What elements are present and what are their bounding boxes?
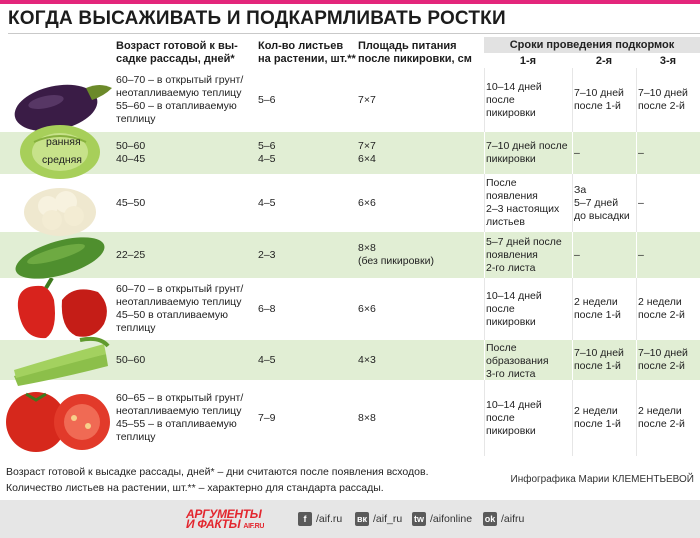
cell-line: 6×4 — [358, 153, 376, 165]
vk-icon: вк — [356, 514, 368, 524]
cell-line: 5–7 дней после — [486, 236, 562, 248]
cell-f1 — [486, 236, 562, 275]
cell-line: 2-го листа — [486, 262, 536, 274]
header-feeding: Сроки проведения подкормок — [484, 37, 700, 53]
header-feeding-1: 1-я — [519, 55, 537, 67]
social-link[interactable] — [298, 511, 342, 527]
cell-line: После — [486, 342, 517, 354]
cell-line: после — [486, 303, 515, 315]
footnote-1: Возраст готовой к высадке рассады, дней* – дни считаются после появления всходов. — [6, 466, 429, 478]
table-row — [0, 132, 700, 174]
column-separator — [572, 380, 573, 456]
cell-f2 — [574, 405, 621, 431]
cell-line: – — [574, 249, 580, 261]
cell-line: теплицу — [116, 322, 156, 334]
cell-age — [116, 354, 145, 367]
cell-line: 7×7 — [358, 94, 376, 106]
column-separator — [636, 174, 637, 232]
cell-area — [358, 242, 434, 268]
column-separator — [636, 278, 637, 340]
cell-f2 — [574, 347, 624, 373]
cell-line: 4–5 — [258, 197, 276, 209]
cell-line: 10–14 дней — [486, 290, 542, 302]
cell-line: 7–9 — [258, 412, 276, 424]
cell-leaves — [258, 197, 276, 210]
cell-line: – — [574, 147, 580, 159]
cell-line: 8×8 — [358, 242, 376, 254]
cell-leaves — [258, 303, 276, 316]
cell-line: после 1-й — [574, 309, 621, 321]
cell-line: 7–10 дней — [574, 87, 624, 99]
cell-line: пикировки — [486, 153, 536, 165]
cabbage-label-mid: средняя — [42, 154, 82, 166]
cell-line: теплицу — [116, 431, 156, 443]
cell-area — [358, 412, 376, 425]
cell-line: 50–60 — [116, 140, 146, 152]
header-feeding-3: 3-я — [659, 55, 677, 67]
cabbage-label-early: ранняя — [46, 136, 81, 148]
social-label: /aifonline — [430, 513, 473, 525]
column-separator — [636, 132, 637, 174]
cell-line: после 2-й — [638, 309, 685, 321]
header-area: Площадь питания после пикировки, см — [358, 40, 472, 65]
cell-line: 60–70 – в открытый грунт/ — [116, 283, 244, 295]
cell-line: 4–5 — [258, 153, 276, 165]
cell-line: – — [638, 249, 644, 261]
cell-f3 — [638, 249, 644, 262]
column-separator — [572, 132, 573, 174]
footnote-2: Количество листьев на растении, шт.** – характерно для стандарта рассады. — [6, 482, 384, 494]
cell-area — [358, 197, 376, 210]
cell-line: 2 недели — [638, 405, 682, 417]
social-label: /aif_ru — [373, 513, 403, 525]
cell-line: 10–14 дней — [486, 81, 542, 93]
cell-line: 60–70 – в открытый грунт/ — [116, 74, 244, 86]
cell-leaves — [258, 354, 276, 367]
facebook-icon: f — [298, 512, 312, 526]
cell-line: после — [486, 94, 515, 106]
cell-line: – — [638, 197, 644, 209]
footer-bar — [0, 500, 700, 538]
cell-line: 55–60 – в отапливаемую — [116, 100, 237, 112]
column-separator — [484, 278, 485, 340]
social-link[interactable] — [483, 511, 524, 527]
cell-line: 7–10 дней — [574, 347, 624, 359]
cell-line: 7–10 дней — [638, 347, 688, 359]
cell-line: (без пикировки) — [358, 255, 434, 267]
column-separator — [636, 380, 637, 456]
column-separator — [484, 380, 485, 456]
cell-line: пикировки — [486, 425, 536, 437]
header-feeding-2: 2-я — [595, 55, 613, 67]
cell-f1 — [486, 140, 568, 166]
cell-f1 — [486, 177, 559, 229]
column-separator — [484, 174, 485, 232]
cell-line: до высадки — [574, 210, 630, 222]
cell-f1 — [486, 399, 542, 438]
cell-f3 — [638, 197, 644, 210]
cell-f3 — [638, 147, 644, 160]
cell-f2 — [574, 296, 621, 322]
cell-line: 7×7 — [358, 140, 376, 152]
credit: Инфографика Марии КЛЕМЕНТЬЕВОЙ — [510, 474, 694, 485]
cell-line: 4×3 — [358, 354, 376, 366]
cell-line: 5–6 — [258, 140, 276, 152]
cell-line: 2 недели — [638, 296, 682, 308]
cell-line: 2–3 настоящих — [486, 203, 560, 215]
cell-line: 50–60 — [116, 354, 146, 366]
cell-line: 6–8 — [258, 303, 276, 315]
cell-area — [358, 140, 376, 166]
cell-area — [358, 303, 376, 316]
cell-f3 — [638, 405, 685, 431]
cucumber-image — [8, 232, 108, 282]
cell-line: после 1-й — [574, 100, 621, 112]
cell-line: 60–65 – в открытый грунт/ — [116, 392, 244, 404]
cell-line: пикировки — [486, 107, 536, 119]
cell-line: После — [486, 177, 517, 189]
title-divider — [8, 33, 700, 34]
cell-f1 — [486, 290, 542, 329]
cell-line: 5–6 — [258, 94, 276, 106]
social-label: /aif.ru — [316, 513, 343, 525]
cabbage-image — [14, 122, 104, 180]
column-separator — [572, 340, 573, 380]
column-separator — [484, 132, 485, 174]
cell-line: появления — [486, 249, 538, 261]
cell-line: 45–55 – в отапливаемую — [116, 418, 237, 430]
cell-f3 — [638, 347, 688, 373]
cell-line: неотапливаемую теплицу — [116, 296, 242, 308]
column-separator — [572, 174, 573, 232]
cell-line: 2 недели — [574, 405, 618, 417]
cell-leaves — [258, 412, 276, 425]
cell-line: появления — [486, 190, 538, 202]
cell-f3 — [638, 87, 688, 113]
cell-line: после 2-й — [638, 100, 685, 112]
column-separator — [484, 340, 485, 380]
cell-line: после 2-й — [638, 418, 685, 430]
cell-line: 3-го листа — [486, 368, 536, 380]
cell-f2 — [574, 184, 630, 223]
column-separator — [484, 232, 485, 278]
cell-f2 — [574, 147, 580, 160]
cell-line: неотапливаемую теплицу — [116, 405, 242, 417]
cell-age — [116, 283, 243, 335]
column-separator — [636, 232, 637, 278]
column-separator — [572, 68, 573, 132]
column-separator — [636, 68, 637, 132]
cell-line: неотапливаемую теплицу — [116, 87, 242, 99]
column-separator — [484, 68, 485, 132]
cell-line: – — [638, 147, 644, 159]
cell-area — [358, 94, 376, 107]
column-separator — [636, 340, 637, 380]
celery-image — [10, 336, 110, 388]
cell-line: листьев — [486, 216, 525, 228]
cell-line: 7–10 дней после — [486, 140, 568, 152]
cell-line: 10–14 дней — [486, 399, 542, 411]
cell-age — [116, 140, 145, 166]
cell-line: после 2-й — [638, 360, 685, 372]
odnoklassniki-icon: ok — [484, 514, 496, 524]
cell-line: 6×6 — [358, 303, 376, 315]
cell-line: За — [574, 184, 587, 196]
cell-leaves — [258, 140, 276, 166]
cell-line: теплицу — [116, 113, 156, 125]
cell-line: 4–5 — [258, 354, 276, 366]
column-separator — [572, 232, 573, 278]
table-row — [0, 174, 700, 232]
cell-leaves — [258, 249, 276, 262]
cell-age — [116, 74, 243, 126]
cell-line: 2 недели — [574, 296, 618, 308]
social-link[interactable] — [355, 511, 402, 527]
cell-f1 — [486, 81, 542, 120]
cell-line: 45–50 в отапливаемую — [116, 309, 229, 321]
social-label: /aifru — [501, 513, 525, 525]
cell-f3 — [638, 296, 685, 322]
cell-age — [116, 197, 145, 210]
cell-line: образования — [486, 355, 549, 367]
cell-age — [116, 392, 243, 444]
cell-f1 — [486, 342, 549, 381]
pepper-image — [6, 278, 114, 342]
column-separator — [572, 278, 573, 340]
cell-line: после — [486, 412, 515, 424]
cell-line: после 1-й — [574, 360, 621, 372]
social-link[interactable] — [412, 511, 472, 527]
cell-line: после 1-й — [574, 418, 621, 430]
cauliflower-image — [18, 182, 102, 238]
cell-line: 2–3 — [258, 249, 276, 261]
cell-line: 40–45 — [116, 153, 146, 165]
cell-line: 7–10 дней — [638, 87, 688, 99]
cell-f2 — [574, 249, 580, 262]
header-leaves: Кол-во листьев на растении, шт.** — [258, 40, 356, 65]
cell-line: 6×6 — [358, 197, 376, 209]
aif-logo[interactable]: АРГУМЕНТЫ И ФАКТЫ AIF.RU — [186, 507, 265, 531]
cell-line: 8×8 — [358, 412, 376, 424]
cell-age — [116, 249, 145, 262]
top-accent-bar — [0, 0, 700, 4]
cell-line: пикировки — [486, 316, 536, 328]
twitter-icon: tw — [414, 514, 424, 524]
cell-f2 — [574, 87, 624, 113]
header-age: Возраст готовой к вы- садке рассады, дней* — [116, 40, 238, 65]
tomato-image — [2, 384, 114, 454]
cell-line: 5–7 дней — [574, 197, 619, 209]
cell-line: 22–25 — [116, 249, 146, 261]
cell-leaves — [258, 94, 276, 107]
page-title: КОГДА ВЫСАЖИВАТЬ И ПОДКАРМЛИВАТЬ РОСТКИ — [8, 8, 506, 29]
cell-area — [358, 354, 376, 367]
cell-line: 45–50 — [116, 197, 146, 209]
